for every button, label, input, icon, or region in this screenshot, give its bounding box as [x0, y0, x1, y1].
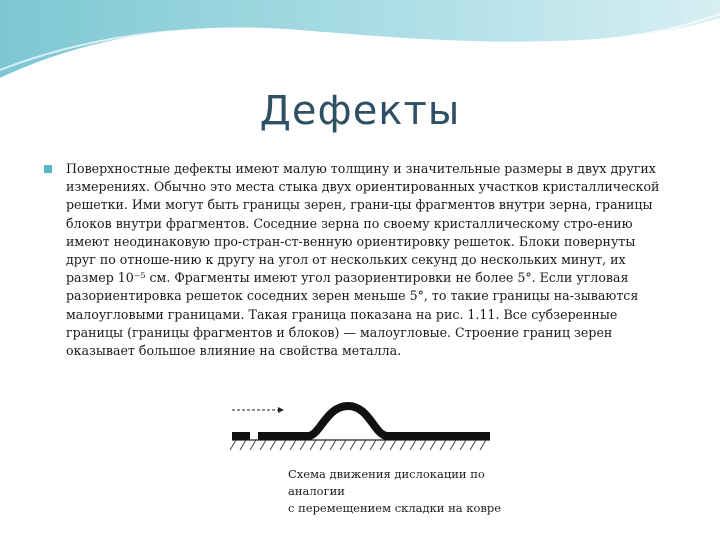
dislocation-carpet-figure	[228, 396, 498, 460]
bullet-marker	[44, 165, 52, 173]
caption-line-1: Схема движения дислокации по	[288, 467, 485, 481]
figure-caption	[288, 466, 528, 517]
caption-line-2: аналогии	[288, 484, 345, 498]
header-wave-decoration	[0, 0, 720, 90]
carpet-fold	[270, 406, 490, 436]
floor-hatching	[230, 440, 486, 450]
caption-line-3: с перемещением складки на ковре	[288, 501, 502, 515]
carpet-strip	[232, 432, 270, 440]
page-title: Дефекты	[259, 88, 461, 134]
body-paragraph: Поверхностные дефекты имеют малую толщину и значительные размеры в двух других измерениях. Обычно это места стыка двух ориентированных участков кристаллической решетки. Ими могут быть границы зерен, грани-цы фрагментов внутри зерна, границы блоков внутри фрагментов. Соседние зерна по своему кристаллическому стро-ению имеют неодинаковую про-стран-ст-венную ориентировку решеток. Блоки повернуты друг по отноше-нию к другу на угол от нескольких секунд до нескольких минут, их размер 10⁻⁵ см. Фрагменты имеют угол разориентировки не более 5°. Если угловая разориентировка решеток соседних зерен меньше 5°, то такие границы на-зываются малоугловыми границами. Такая граница показана на рис. 1.11. Все субзеренные границы (границы фрагментов и блоков) — малоугловые. Строение границ зерен оказывает большое влияние на свойства металла.	[66, 161, 660, 359]
